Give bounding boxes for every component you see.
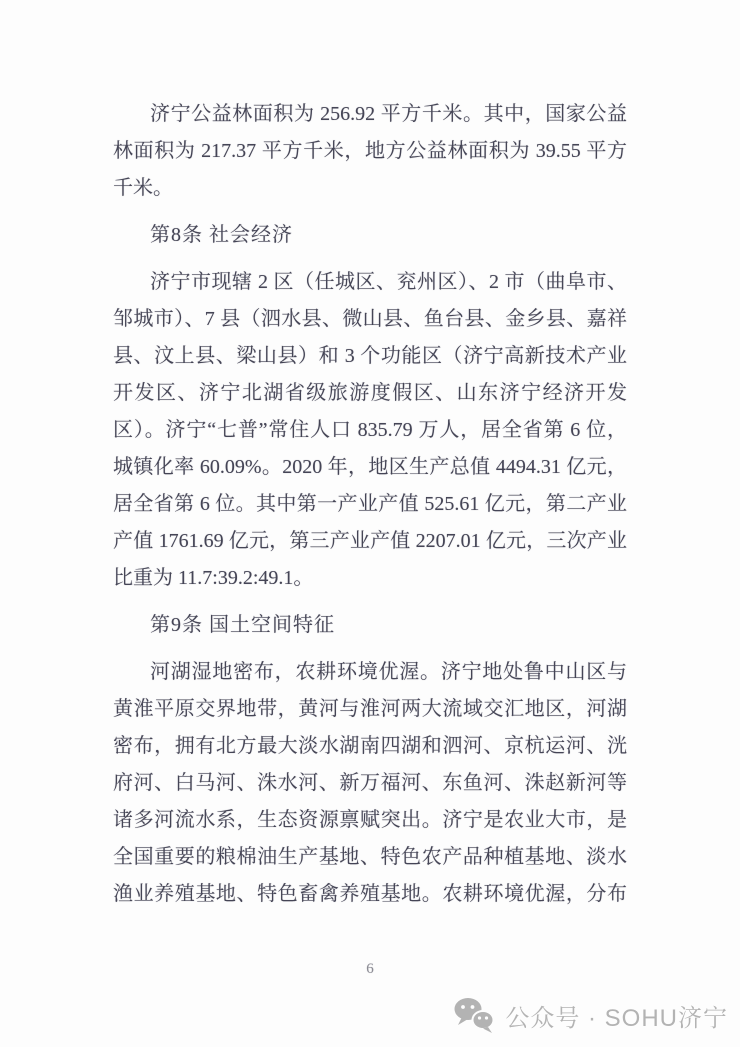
watermark-text: 公众号 · SOHU济宁 (505, 1004, 728, 1032)
text-line: 渔业养殖基地、特色畜禽养殖基地。农耕环境优渥，分布 (113, 883, 627, 905)
text-line: 济宁公益林面积为 256.92 平方千米。其中，国家公益 (150, 103, 627, 125)
text-line: 林面积为 217.37 平方千米，地方公益林面积为 39.55 平方 (113, 140, 627, 162)
text-line: 县、汶上县、梁山县）和 3 个功能区（济宁高新技术产业 (113, 345, 627, 367)
section-heading-article-8: 第8条 社会经济 (150, 224, 293, 246)
wechat-icon (453, 996, 495, 1034)
text-line: 区）。济宁“七普”常住人口 835.79 万人，居全省第 6 位， (113, 419, 627, 441)
text-line: 比重为 11.7:39.2:49.1。 (113, 567, 314, 589)
text-line: 产值 1761.69 亿元，第三产业产值 2207.01 亿元，三次产业 (113, 530, 627, 552)
text-line: 邹城市）、7 县（泗水县、微山县、鱼台县、金乡县、嘉祥 (113, 308, 627, 330)
text-line: 城镇化率 60.09%。2020 年，地区生产总值 4494.31 亿元， (113, 456, 627, 478)
text-line: 居全省第 6 位。其中第一产业产值 525.61 亿元，第二产业 (113, 493, 627, 515)
text-line: 密布，拥有北方最大淡水湖南四湖和泗河、京杭运河、洸 (113, 735, 627, 757)
text-line: 诸多河流水系，生态资源禀赋突出。济宁是农业大市，是 (113, 809, 627, 831)
text-line: 济宁市现辖 2 区（任城区、兖州区）、2 市（曲阜市、 (150, 271, 627, 293)
text-line: 全国重要的粮棉油生产基地、特色农产品种植基地、淡水 (113, 846, 627, 868)
page-number: 6 (366, 961, 374, 977)
text-line: 河湖湿地密布，农耕环境优渥。济宁地处鲁中山区与 (150, 661, 627, 683)
text-line: 开发区、济宁北湖省级旅游度假区、山东济宁经济开发 (113, 382, 627, 404)
text-line: 千米。 (113, 177, 173, 199)
section-heading-article-9: 第9条 国土空间特征 (150, 614, 335, 636)
page-content (113, 96, 627, 913)
text-line: 府河、白马河、洙水河、新万福河、东鱼河、洙赵新河等 (113, 772, 627, 794)
text-line: 黄淮平原交界地带，黄河与淮河两大流域交汇地区，河湖 (113, 698, 627, 720)
watermark (453, 996, 728, 1034)
